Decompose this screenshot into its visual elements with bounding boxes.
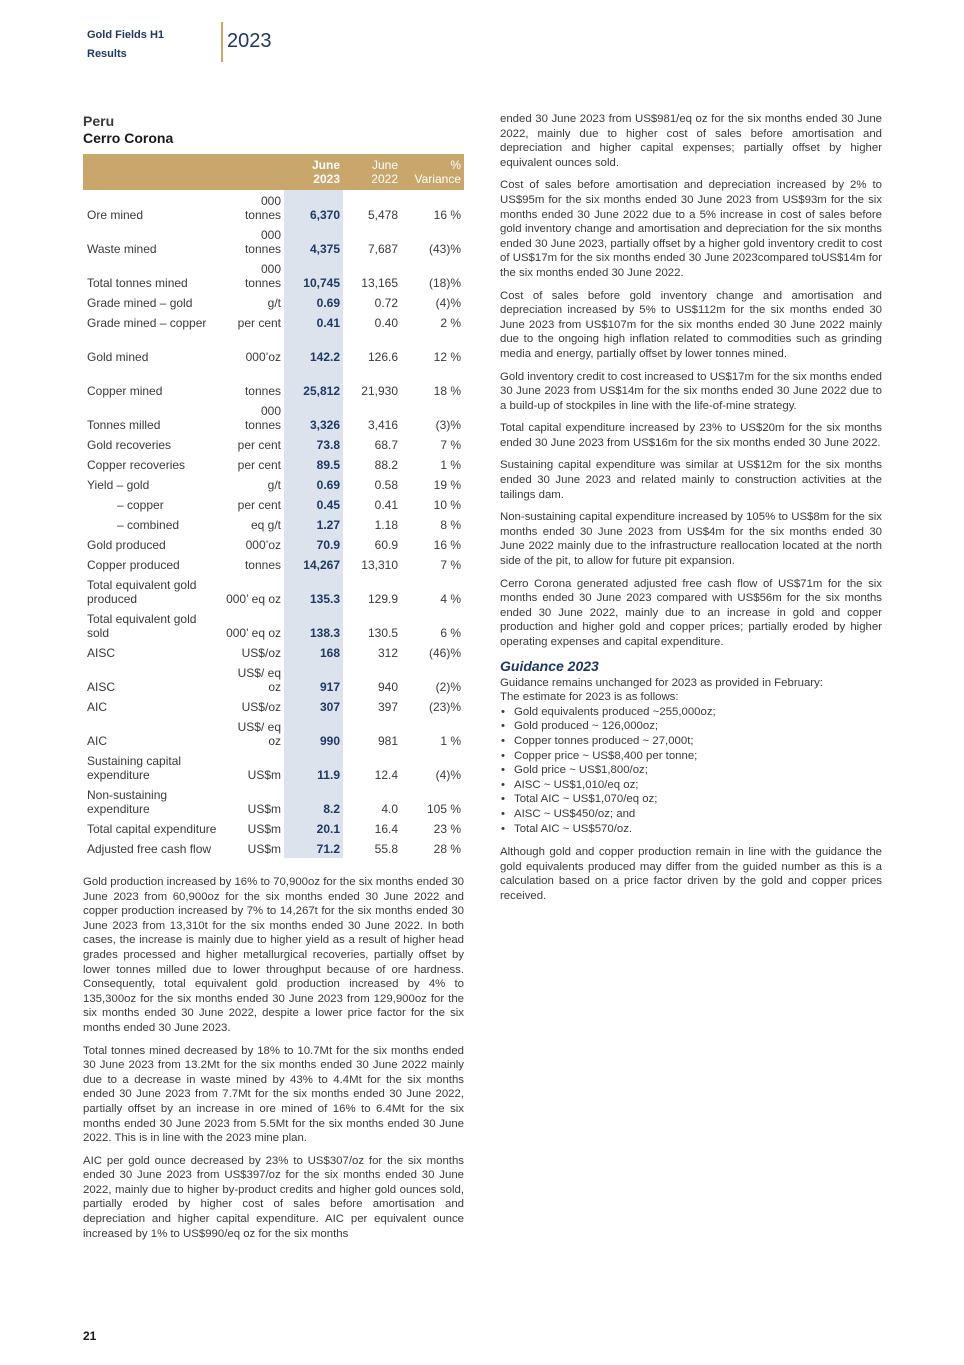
row-variance: 10 % <box>433 498 461 512</box>
header-year: 2023 <box>227 30 272 52</box>
commentary-paragraph: Sustaining capital expenditure was similar at US$12m for the six months ended 30 June 2023 and related mainly to construction activities at the tailings dam. <box>500 459 882 501</box>
table-row <box>83 534 464 554</box>
commentary-paragraph: Total tonnes mined decreased by 18% to 10.7Mt for the six months ended 30 June 2023 from 13.2Mt for the six months ended 30 June 2022 mainly due to a decrease in waste mined by 43% to 4.4Mt for the six months ended 30 June 2023 from 7.7Mt for the six months ended 30 June 2022, partially offset by an increase in ore mined of 16% to 6.4Mt for the six months ended 30 June 2023 from 5.5Mt for the six months ended 30 June 2022. This is in line with the 2023 mine plan. <box>83 1044 464 1145</box>
row-label: Tonnes milled <box>87 418 161 432</box>
header-unit-blank <box>220 154 284 190</box>
table-row <box>83 400 464 434</box>
row-prior: 126.6 <box>367 350 398 364</box>
table-row <box>83 838 464 858</box>
row-label: Ore mined <box>87 208 144 222</box>
row-variance: 4 % <box>440 592 461 606</box>
row-prior: 55.8 <box>374 842 398 856</box>
row-label: Gold produced <box>87 538 166 552</box>
row-prior: 13,165 <box>361 276 398 290</box>
table-header-row <box>83 154 464 190</box>
row-label: Total tonnes mined <box>87 276 188 290</box>
row-unit: 000 tonnes <box>244 262 281 290</box>
row-unit: eq g/t <box>250 518 281 532</box>
row-unit: US$/ eq oz <box>237 720 281 748</box>
row-prior: 13,310 <box>361 558 398 572</box>
row-label: AISC <box>87 646 116 660</box>
row-unit: tonnes <box>244 558 281 572</box>
row-label: Grade mined – gold <box>87 296 193 310</box>
row-prior: 68.7 <box>374 438 398 452</box>
right-column <box>500 112 882 912</box>
row-current: 8.2 <box>284 784 343 818</box>
guidance-item: • Total AIC ~ US$1,070/eq oz; <box>500 792 882 807</box>
table-row <box>83 494 464 514</box>
row-label: Sustaining capital expenditure <box>87 754 182 782</box>
row-current: 0.45 <box>284 494 343 514</box>
row-label: Non-sustaining expenditure <box>87 788 168 816</box>
row-current: 11.9 <box>284 750 343 784</box>
row-unit: per cent <box>237 458 281 472</box>
row-prior: 4.0 <box>381 802 398 816</box>
row-unit: 000’ eq oz <box>226 592 281 606</box>
left-commentary <box>83 875 464 1241</box>
row-unit: 000’ eq oz <box>226 626 281 640</box>
commentary-paragraph: Gold production increased by 16% to 70,900oz for the six months ended 30 June 2023 from 60,900oz for the six months ended 30 June 2022 and copper production increased by 7% to 14,267t for the six months ended 30 June 2023 from 13,310t for the six months ended 30 June 2022. In both cases, the increase is mainly due to higher yield as a result of higher head grades processed and higher metallurgical recoveries, partially offset by lower tonnes milled due to lower throughput because of ore hardness. Consequently, total equivalent gold production increased by 4% to 135,300oz for the six months ended 30 June 2023 from 129,900oz for the six months ended 30 June 2022, despite a lower price factor for the six months ended 30 June 2023. <box>83 876 464 1034</box>
table-row <box>83 454 464 474</box>
row-prior: 940 <box>377 680 398 694</box>
guidance-item: • Copper price ~ US$8,400 per tonne; <box>500 749 882 764</box>
row-label: Gold mined <box>87 350 149 364</box>
row-label: Waste mined <box>87 242 157 256</box>
row-label: Copper mined <box>87 384 163 398</box>
row-label: – combined <box>117 518 180 532</box>
row-current: 73.8 <box>284 434 343 454</box>
guidance-item: • Gold equivalents produced ~255,000oz; <box>500 705 882 720</box>
row-prior: 312 <box>377 646 398 660</box>
table-row <box>83 784 464 818</box>
row-variance: (46)% <box>428 646 461 660</box>
row-variance: (23)% <box>428 700 461 714</box>
row-unit: g/t <box>267 296 281 310</box>
row-prior: 88.2 <box>374 458 398 472</box>
header-current: June 2023 <box>284 154 343 190</box>
commentary-paragraph: Total capital expenditure increased by 23% to US$20m for the six months ended 30 June 2023 from US$16m for the six months ended 30 June 2022. <box>500 422 882 449</box>
guidance-estimate-intro: The estimate for 2023 is as follows: <box>500 691 679 704</box>
row-label: Yield – gold <box>87 478 150 492</box>
row-label: Gold recoveries <box>87 438 172 452</box>
row-prior: 129.9 <box>367 592 398 606</box>
row-current: 138.3 <box>284 608 343 642</box>
guidance-intro: Guidance remains unchanged for 2023 as provided in February: <box>500 676 823 689</box>
row-current: 1.27 <box>284 514 343 534</box>
row-current: 4,375 <box>284 224 343 258</box>
row-prior: 0.40 <box>374 316 398 330</box>
guidance-title: Guidance 2023 <box>500 657 599 674</box>
guidance-item: • Gold produced ~ 126,000oz; <box>500 719 882 734</box>
commentary-paragraph: Non-sustaining capital expenditure increased by 105% to US$8m for the six months ended 30 June 2023 from US$4m for the six months ended 30 June 2022 mainly due to the infrastructure reallocation located at the north side of the pit, to allow for future pit expansion. <box>500 511 882 568</box>
row-variance: (4)% <box>435 768 461 782</box>
header-label-blank <box>83 154 220 190</box>
row-unit: US$m <box>247 822 281 836</box>
row-label: Grade mined – copper <box>87 316 207 330</box>
row-unit: 000 tonnes <box>244 404 281 432</box>
commentary-paragraph: ended 30 June 2023 from US$981/eq oz for the six months ended 30 June 2022, mainly due to higher cost of sales before amortisation and depreciation and higher capital expenses; partially offset by higher equivalent ounces sold. <box>500 113 882 169</box>
header-company: Gold Fields H1 <box>87 29 165 41</box>
row-current: 71.2 <box>284 838 343 858</box>
row-current: 0.69 <box>284 292 343 312</box>
row-current: 0.41 <box>284 312 343 332</box>
row-variance: 28 % <box>433 842 461 856</box>
table-row <box>83 312 464 332</box>
table-row <box>83 750 464 784</box>
row-current: 10,745 <box>284 258 343 292</box>
row-variance: 105 % <box>426 802 461 816</box>
header-subtitle: Results <box>87 48 127 60</box>
row-current: 89.5 <box>284 454 343 474</box>
row-current: 70.9 <box>284 534 343 554</box>
guidance-item: • Total AIC ~ US$570/oz. <box>500 822 882 837</box>
row-label: Adjusted free cash flow <box>87 842 212 856</box>
row-label: Copper produced <box>87 558 180 572</box>
row-unit: per cent <box>237 498 281 512</box>
table-row <box>83 474 464 494</box>
guidance-closing: Although gold and copper production remain in line with the guidance the gold equivalents produced may differ from the guided number as this is a calculation based on a price factor driven by the gold and copper prices received. <box>500 846 882 902</box>
table-row <box>83 514 464 534</box>
header-prior: June 2022 <box>343 154 401 190</box>
row-variance: 2 % <box>440 316 461 330</box>
guidance-item: • AISC ~ US$450/oz; and <box>500 807 882 822</box>
commentary-paragraph: Cost of sales before amortisation and depreciation increased by 2% to US$95m for the six months ended 30 June 2023 from US$93m for the six months ended 30 June 2022 due to a 5% increase in cost of sales before gold inventory change and amortisation and depreciation for the six months ended 30 June 2023, partially offset by a higher gold inventory credit to cost of US$17m for the six months ended 30 June 2023compared toUS$14m for the six months ended 30 June 2022. <box>500 179 882 279</box>
table-row <box>83 224 464 258</box>
row-variance: (4)% <box>435 296 461 310</box>
table-row <box>83 608 464 642</box>
table-row <box>83 574 464 608</box>
commentary-paragraph: Cost of sales before gold inventory change and amortisation and depreciation increased by 5% to US$112m for the six months ended 30 June 2023 from US$107m for the six months ended 30 June 2022 mainly due to the ongoing high inflation related to commodities such as grinding media and energy, partially offset by lower tonnes mined. <box>500 289 882 360</box>
row-variance: 16 % <box>433 208 461 222</box>
header-variance: % Variance <box>401 154 464 190</box>
row-current: 20.1 <box>284 818 343 838</box>
row-variance: 1 % <box>440 734 461 748</box>
table-row <box>83 716 464 750</box>
row-label: Total capital expenditure <box>87 822 217 836</box>
left-column <box>83 113 464 1249</box>
row-prior: 16.4 <box>374 822 398 836</box>
row-unit: 000’oz <box>245 538 281 552</box>
row-current: 6,370 <box>284 190 343 224</box>
table-row <box>83 818 464 838</box>
row-unit: US$/oz <box>241 646 281 660</box>
row-prior: 5,478 <box>367 208 398 222</box>
row-unit: US$/ eq oz <box>237 666 281 694</box>
row-variance: 7 % <box>440 558 461 572</box>
row-variance: 1 % <box>440 458 461 472</box>
row-unit: US$/oz <box>241 700 281 714</box>
row-unit: per cent <box>237 316 281 330</box>
row-prior: 130.5 <box>367 626 398 640</box>
row-unit: 000 tonnes <box>244 228 281 256</box>
row-unit: 000’oz <box>245 350 281 364</box>
row-variance: 8 % <box>440 518 461 532</box>
row-label: AIC <box>87 700 108 714</box>
row-current: 3,326 <box>284 400 343 434</box>
row-unit: tonnes <box>244 384 281 398</box>
row-label: Total equivalent gold sold <box>87 612 197 640</box>
row-unit: US$m <box>247 842 281 856</box>
guidance-item: • AISC ~ US$1,010/eq oz; <box>500 778 882 793</box>
row-prior: 3,416 <box>367 418 398 432</box>
row-unit: g/t <box>267 478 281 492</box>
row-current: 25,812 <box>284 366 343 400</box>
row-current: 142.2 <box>284 332 343 366</box>
row-prior: 21,930 <box>361 384 398 398</box>
row-unit: 000 tonnes <box>244 194 281 222</box>
commentary-paragraph: Gold inventory credit to cost increased to US$17m for the six months ended 30 June 2023 from US$14m for the six months ended 30 June 2022 due to a build-up of stockpiles in line with the life-of-mine strategy. <box>500 370 882 412</box>
row-label: Total equivalent gold produced <box>87 578 197 606</box>
section-country: Peru <box>83 113 115 129</box>
row-variance: 12 % <box>433 350 461 364</box>
page-number: 21 <box>83 1329 97 1343</box>
row-unit: US$m <box>247 802 281 816</box>
row-prior: 0.58 <box>374 478 398 492</box>
table-row <box>83 258 464 292</box>
row-current: 990 <box>284 716 343 750</box>
row-variance: (3)% <box>435 418 461 432</box>
row-variance: 23 % <box>433 822 461 836</box>
row-unit: US$m <box>247 768 281 782</box>
report-header <box>87 26 164 64</box>
row-variance: 18 % <box>433 384 461 398</box>
row-prior: 7,687 <box>367 242 398 256</box>
row-prior: 12.4 <box>374 768 398 782</box>
right-commentary <box>500 112 882 650</box>
table-row <box>83 554 464 574</box>
table-row <box>83 434 464 454</box>
row-label: AISC <box>87 680 116 694</box>
row-variance: (2)% <box>435 680 461 694</box>
commentary-paragraph: AIC per gold ounce decreased by 23% to US$307/oz for the six months ended 30 June 2023 from US$397/oz for the six months ended 30 June 2022, mainly due to higher by-product credits and higher gold ounces sold, partially eroded by higher cost of sales before amortisation and depreciation and higher capital expenditure. AIC per equivalent ounce increased by 1% to US$990/eq oz for the six months <box>83 1154 464 1240</box>
table-row <box>83 292 464 312</box>
row-label: AIC <box>87 734 108 748</box>
table-row <box>83 642 464 662</box>
row-variance: 16 % <box>433 538 461 552</box>
row-prior: 0.41 <box>374 498 398 512</box>
row-prior: 981 <box>377 734 398 748</box>
table-row <box>83 190 464 224</box>
commentary-paragraph: Cerro Corona generated adjusted free cash flow of US$71m for the six months ended 30 June 2023 compared with US$56m for the six months ended 30 June 2022, mainly due to an increase in gold and copper production and higher gold and copper prices; partially eroded by higher operating expenses and capital expenditure. <box>500 577 882 648</box>
row-variance: 19 % <box>433 478 461 492</box>
row-current: 307 <box>284 696 343 716</box>
guidance-item: • Copper tonnes produced ~ 27,000t; <box>500 734 882 749</box>
operating-table <box>83 154 464 858</box>
table-row <box>83 366 464 400</box>
table-row <box>83 696 464 716</box>
guidance-list <box>500 705 882 836</box>
table-row <box>83 332 464 366</box>
row-current: 168 <box>284 642 343 662</box>
row-current: 14,267 <box>284 554 343 574</box>
section-mine: Cerro Corona <box>83 130 174 146</box>
table-row <box>83 662 464 696</box>
row-current: 917 <box>284 662 343 696</box>
row-current: 0.69 <box>284 474 343 494</box>
row-variance: 7 % <box>440 438 461 452</box>
row-prior: 60.9 <box>374 538 398 552</box>
row-prior: 397 <box>377 700 398 714</box>
row-variance: 6 % <box>440 626 461 640</box>
row-label: – copper <box>117 498 164 512</box>
row-variance: (43)% <box>428 242 461 256</box>
row-prior: 0.72 <box>374 296 398 310</box>
row-label: Copper recoveries <box>87 458 186 472</box>
row-variance: (18)% <box>428 276 461 290</box>
row-prior: 1.18 <box>374 518 398 532</box>
row-current: 135.3 <box>284 574 343 608</box>
header-divider <box>221 22 223 62</box>
row-unit: per cent <box>237 438 281 452</box>
guidance-item: • Gold price ~ US$1,800/oz; <box>500 763 882 778</box>
